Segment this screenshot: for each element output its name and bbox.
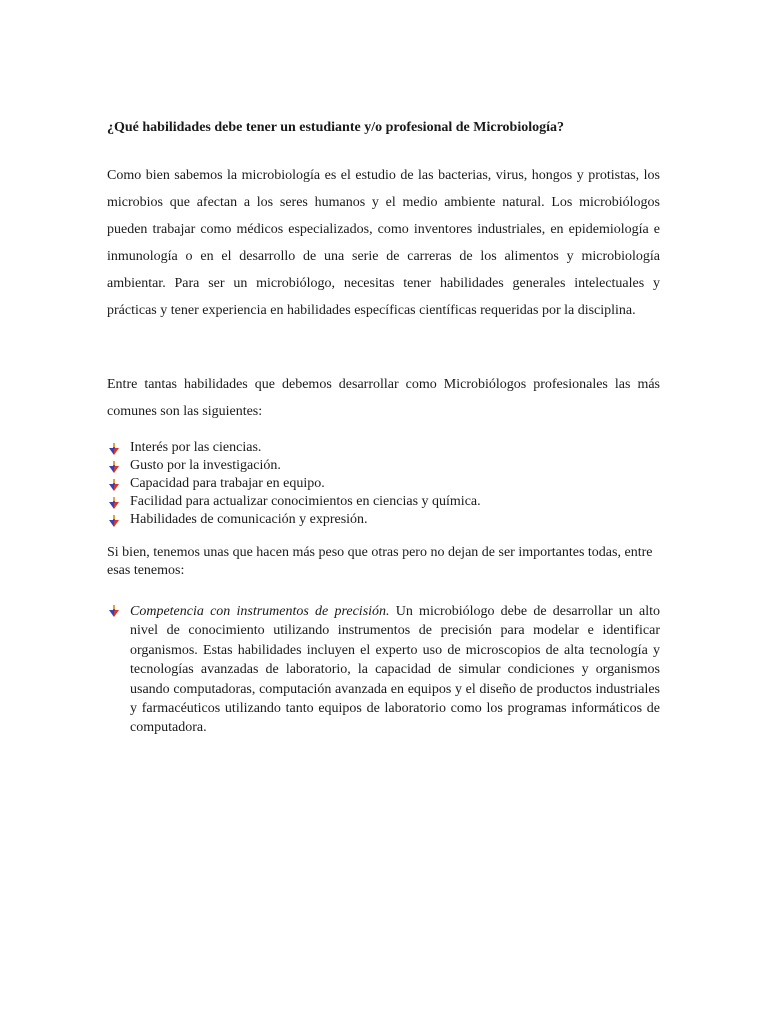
list-item-text: Capacidad para trabajar en equipo. — [130, 476, 325, 491]
list-item — [107, 439, 660, 457]
competence-body: Un microbiólogo debe de desarrollar un alto nivel de conocimiento utilizando instrumentos de precisión para modelar e identificar organismos. Estas habilidades incluyen el experto uso de microscopios de alta tecnología y tecnologías avanzadas de laboratorio, la capacidad de simular condiciones y organismos usando computadoras, computación avanzada en equipos y el diseño de productos industriales y farmacéuticos utilizando tanto equipos de laboratorio como los programas informáticos de computadora. — [130, 604, 660, 736]
competence-heading: Competencia con instrumentos de precisión. — [130, 604, 390, 619]
arrow-bullet-icon — [109, 497, 119, 509]
skills-list — [107, 439, 660, 529]
intro-paragraph: Como bien sabemos la microbiología es el estudio de las bacterias, virus, hongos y protistas, los microbios que afectan a los seres humanos y el medio ambiente natural. Los microbiólogos pueden trabajar como médicos especializados, como inventores industriales, en epidemiología e inmunología o en el desarrollo de una serie de carreras de los alimentos y microbiología ambientar. Para ser un microbiólogo, necesitas tener habilidades generales intelectuales y prácticas y tener experiencia en habilidades específicas científicas requeridas por la disciplina. — [107, 168, 660, 318]
list-item-text: Facilidad para actualizar conocimientos en ciencias y química. — [130, 494, 481, 509]
page-title: ¿Qué habilidades debe tener un estudiante y/o profesional de Microbiología? — [107, 120, 564, 135]
arrow-bullet-icon — [109, 443, 119, 455]
arrow-bullet-icon — [109, 605, 119, 617]
arrow-bullet-icon — [109, 479, 119, 491]
list-item-text: Habilidades de comunicación y expresión. — [130, 512, 368, 527]
list-item — [107, 602, 660, 738]
list-item — [107, 457, 660, 475]
list-item — [107, 511, 660, 529]
list-item — [107, 475, 660, 493]
competence-list — [107, 602, 660, 738]
skills-intro-paragraph: Entre tantas habilidades que debemos desarrollar como Microbiólogos profesionales las más comunes son las siguientes: — [107, 377, 660, 419]
arrow-bullet-icon — [109, 515, 119, 527]
list-item — [107, 493, 660, 511]
list-item-text: Interés por las ciencias. — [130, 440, 262, 455]
list-item-text: Gusto por la investigación. — [130, 458, 281, 473]
important-skills-paragraph: Si bien, tenemos unas que hacen más peso que otras pero no dejan de ser importantes todas, entre esas tenemos: — [107, 545, 653, 578]
arrow-bullet-icon — [109, 461, 119, 473]
